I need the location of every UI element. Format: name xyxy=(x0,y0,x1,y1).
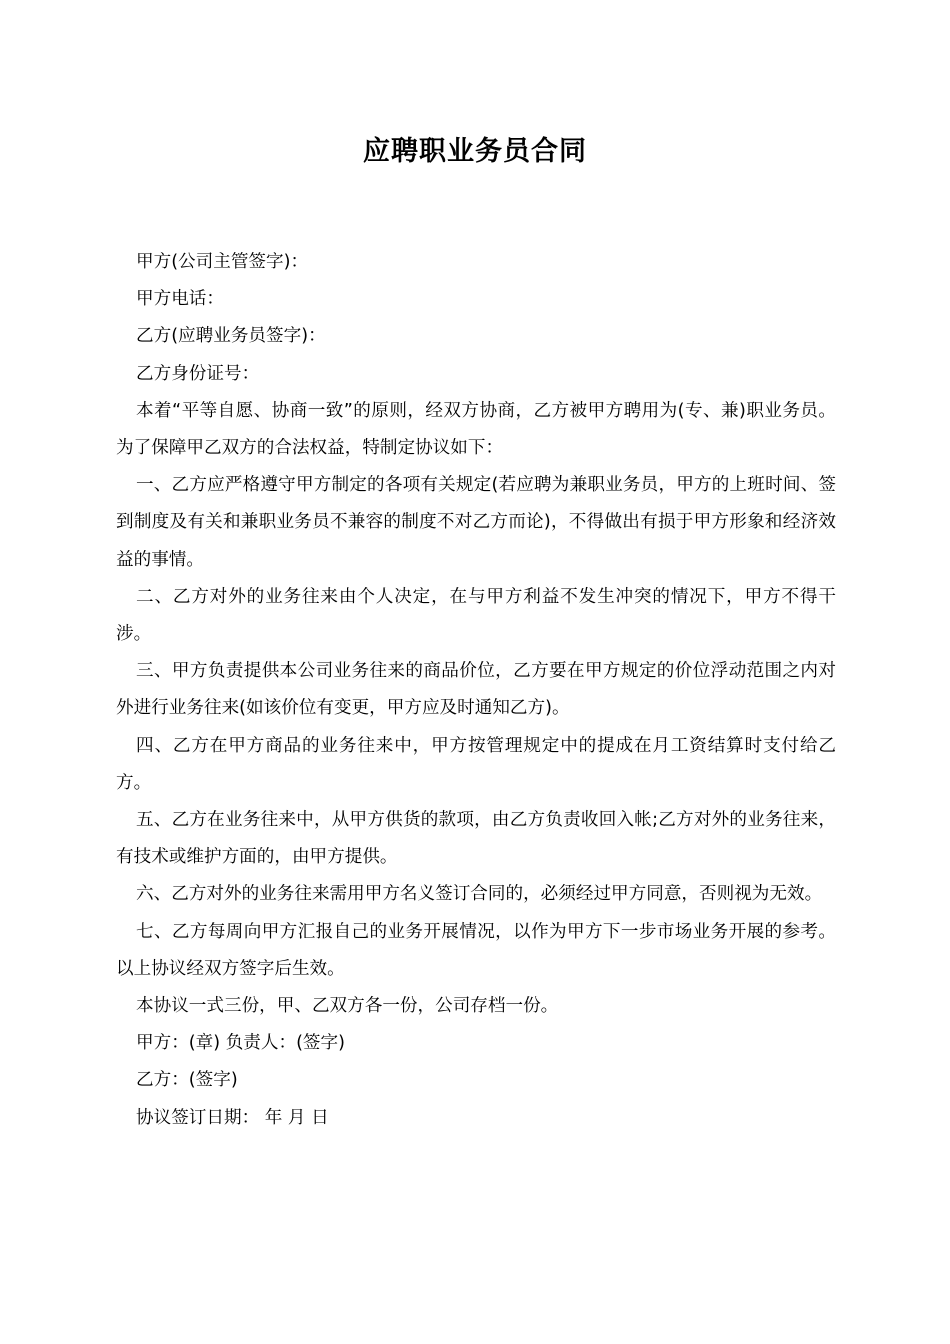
party-b-seal-line: 乙方：(签字) xyxy=(136,1070,238,1091)
clause-3: 三、甲方负责提供本公司业务往来的商品价位，乙方要在甲方规定的价位浮动范围之内对外进行业务往来(如该价位有变更，甲方应及时通知乙方)。 xyxy=(116,661,836,719)
party-a-seal-line: 甲方：(章) 负责人：(签字) xyxy=(136,1033,345,1054)
party-a-phone-line: 甲方电话： xyxy=(136,289,224,310)
clause-7: 七、乙方每周向甲方汇报自己的业务开展情况，以作为甲方下一步市场业务开展的参考。 以上协议经双方签字后生效。 xyxy=(116,921,836,979)
document-title: 应聘职业务员合同 xyxy=(363,136,587,167)
clause-1: 一、乙方应严格遵守甲方制定的各项有关规定(若应聘为兼职业务员，甲方的上班时间、签到制度及有关和兼职业务员不兼容的制度不对乙方而论)，不得做出有损于甲方形象和经济效益的事情。 xyxy=(116,475,836,570)
party-b-signature-line: 乙方(应聘业务员签字)： xyxy=(136,326,326,347)
signing-date-line: 协议签订日期： 年 月 日 xyxy=(136,1107,329,1128)
party-a-signature-line: 甲方(公司主管签字)： xyxy=(136,252,309,272)
document-body xyxy=(116,244,836,1137)
copies-statement: 本协议一式三份，甲、乙双方各一份，公司存档一份。 xyxy=(136,996,559,1017)
clause-6: 六、乙方对外的业务往来需用甲方名义签订合同的，必须经过甲方同意，否则视为无效。 xyxy=(136,884,823,905)
clause-2: 二、乙方对外的业务往来由个人决定，在与甲方利益不发生冲突的情况下，甲方不得干涉。 xyxy=(116,586,836,645)
party-b-id-number-line: 乙方身份证号： xyxy=(136,363,260,384)
preamble-paragraph: 本着“平等自愿、协商一致”的原则，经双方协商，乙方被甲方聘用为(专、兼)职业务员。为了保障甲乙双方的合法权益，特制定协议如下： xyxy=(116,400,836,459)
clause-5: 五、乙方在业务往来中，从甲方供货的款项，由乙方负责收回入帐;乙方对外的业务往来，有技术或维护方面的，由甲方提供。 xyxy=(116,810,836,868)
clause-4: 四、乙方在甲方商品的业务往来中，甲方按管理规定中的提成在月工资结算时支付给乙方。 xyxy=(116,735,836,793)
